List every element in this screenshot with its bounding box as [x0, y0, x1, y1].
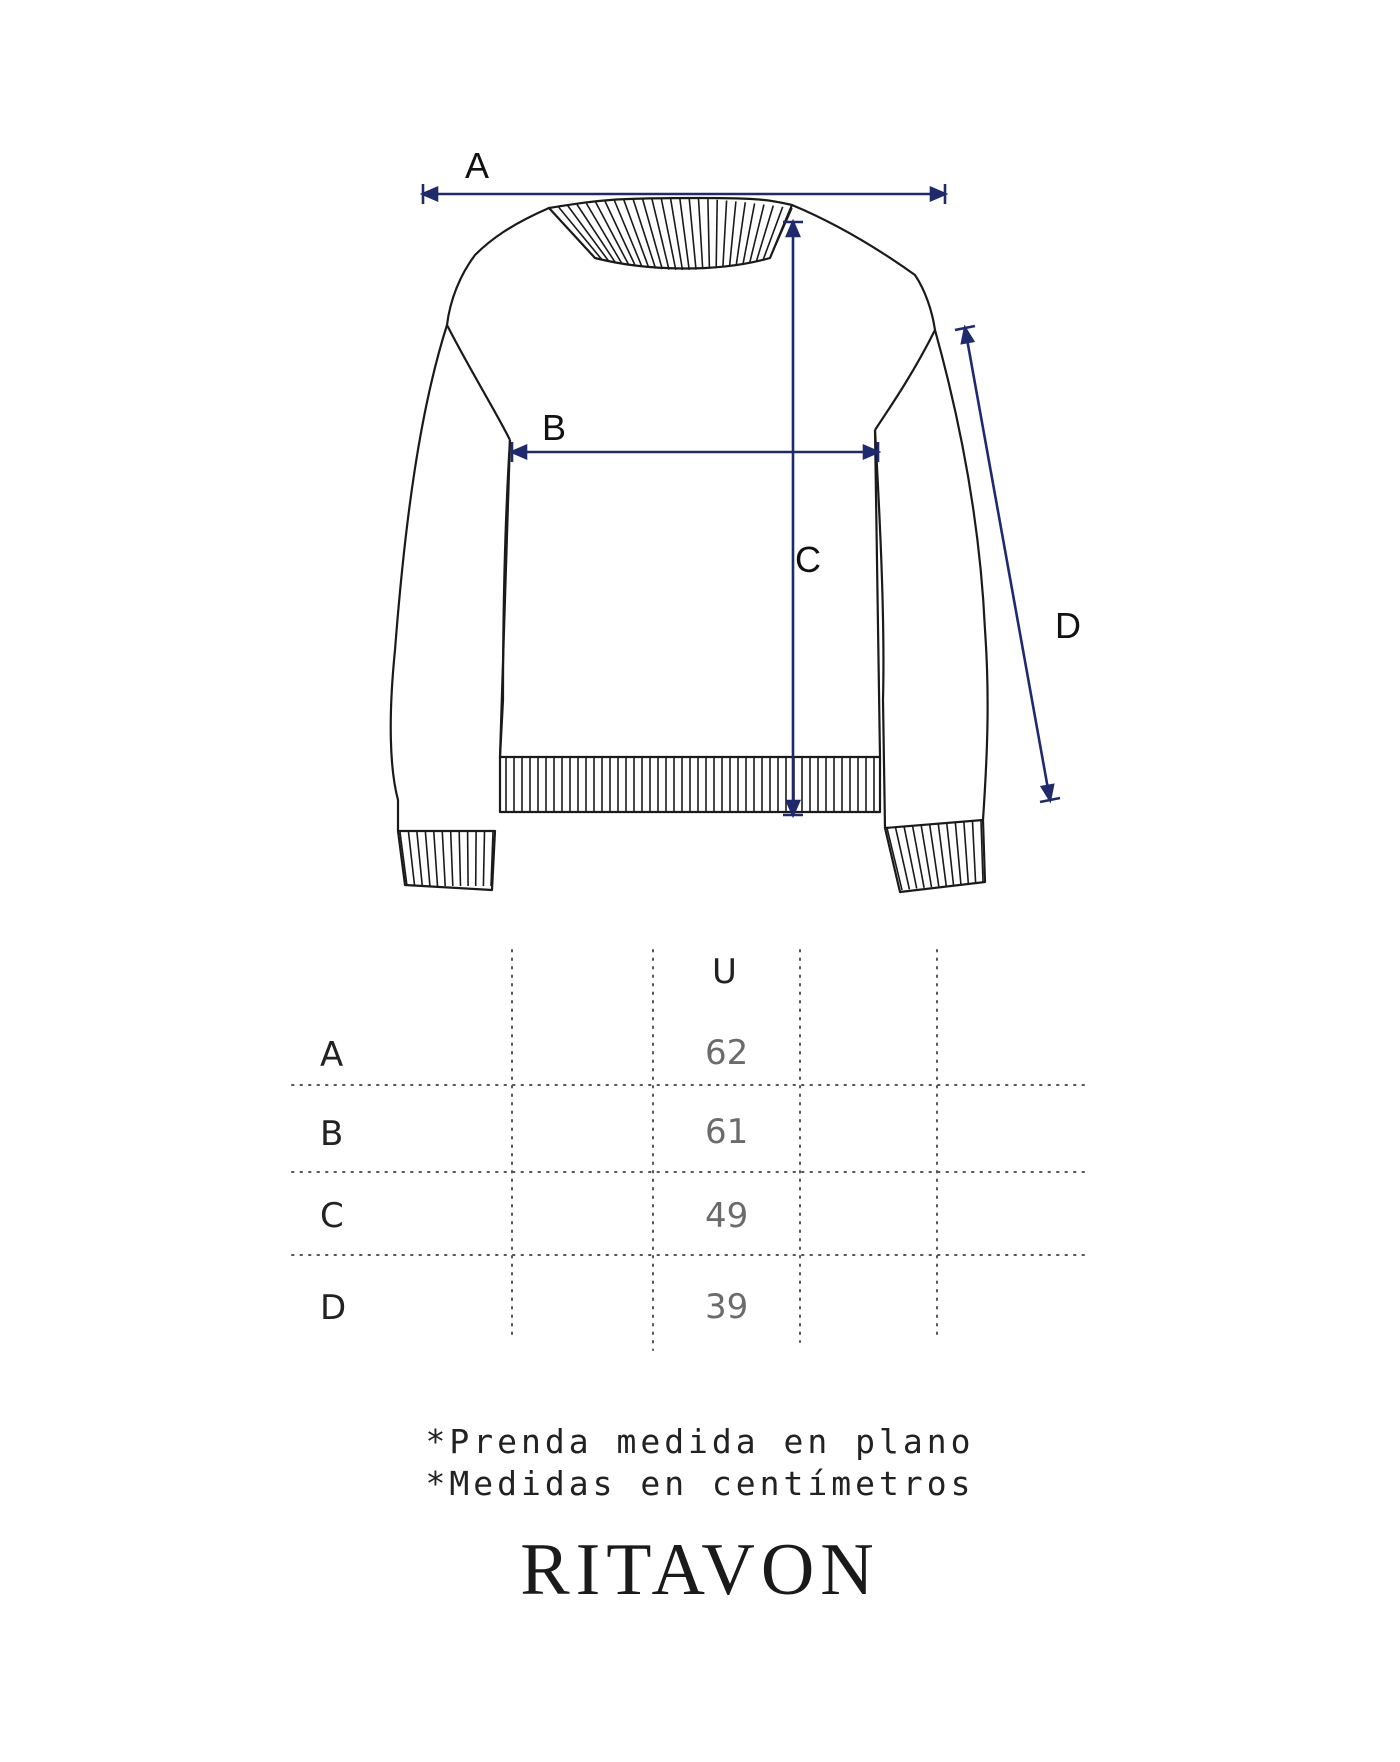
- row-value-b: 61: [705, 1112, 749, 1152]
- measure-c-label: C: [795, 539, 821, 580]
- row-value-c: 49: [705, 1196, 749, 1236]
- row-label-b: B: [320, 1114, 344, 1154]
- size-header: U: [712, 952, 737, 992]
- brand-logo: RITAVON: [520, 1529, 880, 1611]
- measure-a-label: A: [465, 145, 490, 186]
- measure-d-label: D: [1055, 605, 1081, 646]
- row-label-c: C: [320, 1196, 344, 1236]
- note-centimeters: *Medidas en centímetros: [425, 1464, 975, 1503]
- row-label-a: A: [320, 1035, 344, 1075]
- row-value-d: 39: [705, 1287, 749, 1327]
- note-flat-measure: *Prenda medida en plano: [425, 1422, 975, 1461]
- measure-b-label: B: [542, 407, 567, 448]
- row-label-d: D: [320, 1288, 347, 1328]
- row-value-a: 62: [705, 1033, 749, 1073]
